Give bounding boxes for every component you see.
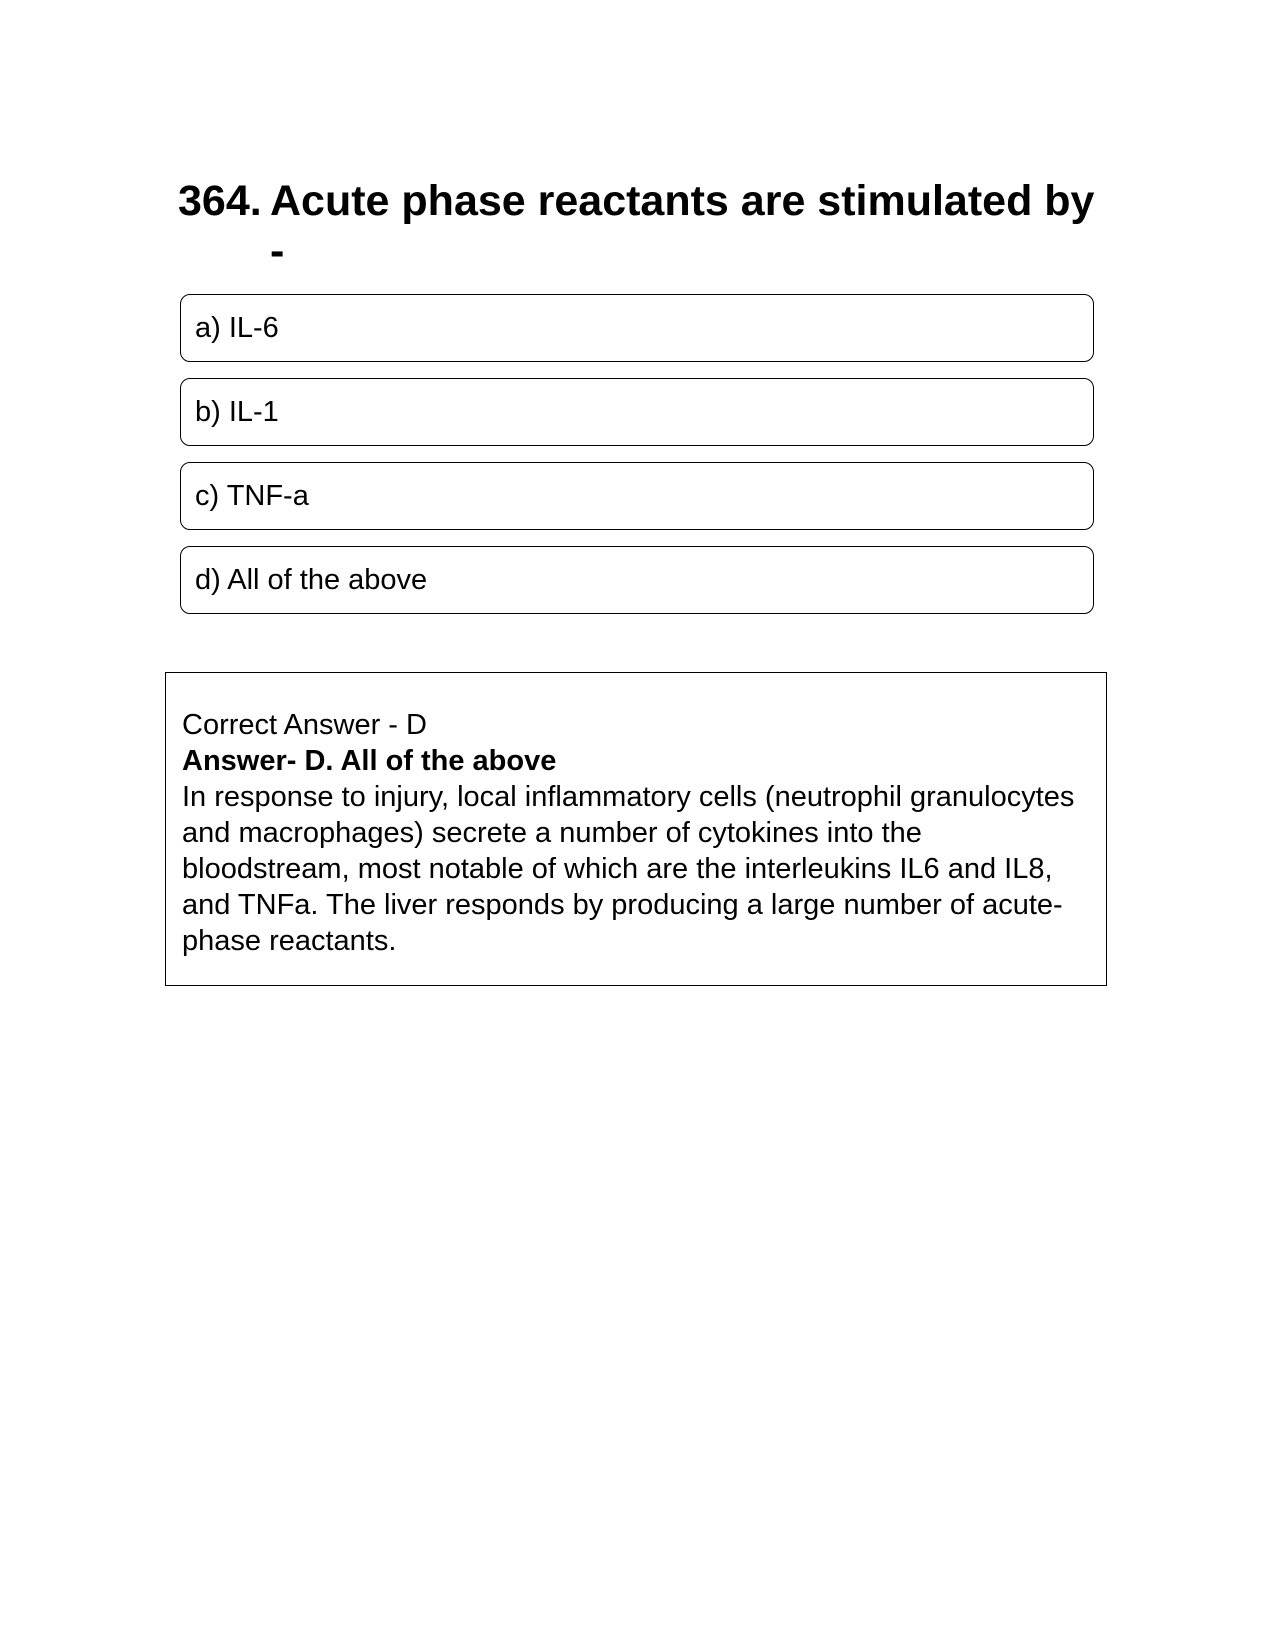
option-a[interactable]: a) IL-6 [180,294,1094,362]
option-b[interactable]: b) IL-1 [180,378,1094,446]
answer-options [180,294,1094,630]
option-d[interactable]: d) All of the above [180,546,1094,614]
answer-heading: Answer- D. All of the above [182,745,557,777]
answer-explanation: In response to injury, local inflammatory cells (neutrophil granulocytes and macrophages) secrete a number of cytokines into the bloodstream, most notable of which are the interleukins IL6 and IL8, and TNFa. The liver responds by producing a large number of acute-phase reactants. [182,781,1075,957]
option-c[interactable]: c) TNF-a [180,462,1094,530]
correct-answer-text: Correct Answer - D [182,709,427,741]
question-heading [178,176,1098,276]
question-number: 364. [178,177,262,225]
answer-explanation-box [165,672,1107,986]
question-text: Acute phase reactants are stimulated by - [270,177,1095,275]
